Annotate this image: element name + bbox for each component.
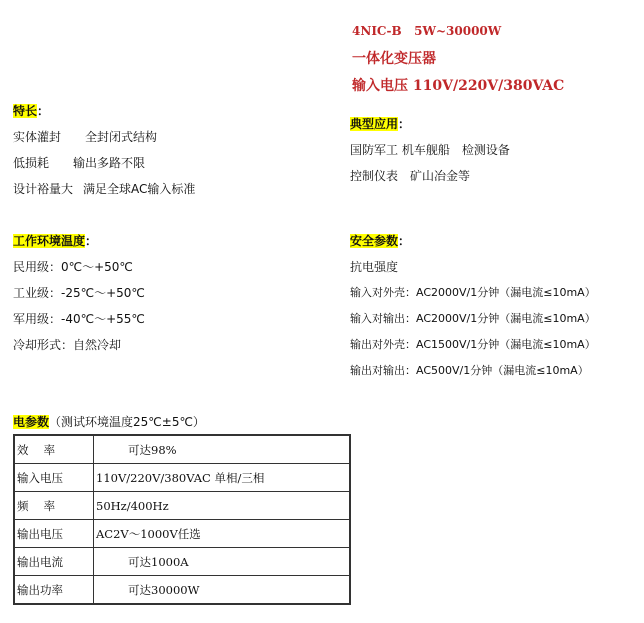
safety-line: 输出对外壳：AC1500V/1分钟（漏电流≤10mA） xyxy=(350,338,596,351)
table-row xyxy=(14,435,350,464)
safety-heading-text: 安全参数 xyxy=(350,234,399,248)
environment-line: 民用级：0℃～+50℃ xyxy=(13,260,133,274)
table-row xyxy=(14,576,350,605)
features-colon: ： xyxy=(37,104,50,118)
applications-colon: ： xyxy=(398,117,411,131)
table-value: 可达30000W xyxy=(94,576,351,605)
table-value: 110V/220V/380VAC 单相/三相 xyxy=(94,464,351,492)
safety-colon: ： xyxy=(398,234,411,248)
environment-line: 冷却形式：自然冷却 xyxy=(13,338,122,352)
electrical-heading xyxy=(13,413,205,430)
table-value: 可达98% xyxy=(94,435,351,464)
table-key: 输出电流 xyxy=(14,548,94,576)
product-model xyxy=(352,24,501,38)
safety-line: 输出对输出：AC500V/1分钟（漏电流≤10mA） xyxy=(350,364,589,377)
feature-line-3 xyxy=(13,180,195,197)
table-key: 输出功率 xyxy=(14,576,94,605)
feature-text: 低损耗 xyxy=(13,156,50,170)
safety-line: 抗电强度 xyxy=(350,260,399,274)
applications-heading xyxy=(350,115,410,132)
applications-heading-text: 典型应用 xyxy=(350,117,399,131)
feature-text: 全封闭式结构 xyxy=(85,130,158,144)
environment-line: 工业级：-25℃～+50℃ xyxy=(13,286,145,300)
features-heading-text: 特长 xyxy=(13,104,38,118)
application-line-1 xyxy=(350,141,510,158)
application-text: 矿山冶金等 xyxy=(410,169,471,183)
features-heading xyxy=(13,102,49,119)
table-row xyxy=(14,548,350,576)
feature-line-2 xyxy=(13,154,145,171)
table-value: 50Hz/400Hz xyxy=(94,492,351,520)
product-name: 一体化变压器 xyxy=(352,51,436,67)
feature-text: 满足全球AC输入标准 xyxy=(83,182,196,196)
environment-heading xyxy=(13,232,97,249)
electrical-parameters-table xyxy=(13,434,351,605)
input-voltage-label: 输入电压 xyxy=(352,78,408,94)
application-text: 控制仪表 xyxy=(350,169,399,183)
input-voltage-title xyxy=(352,75,564,95)
safety-line: 输入对外壳：AC2000V/1分钟（漏电流≤10mA） xyxy=(350,286,596,299)
model-number: 4NIC-B xyxy=(352,24,402,38)
table-key: 输入电压 xyxy=(14,464,94,492)
feature-line-1 xyxy=(13,128,157,145)
table-key: 输出电压 xyxy=(14,520,94,548)
application-text: 检测设备 xyxy=(461,143,510,157)
safety-heading xyxy=(350,232,410,249)
table-row xyxy=(14,464,350,492)
environment-heading-text: 工作环境温度 xyxy=(13,234,86,248)
power-range: 5W~30000W xyxy=(414,24,502,38)
table-value: 可达1000A xyxy=(94,548,351,576)
application-text: 国防军工 机车舰船 xyxy=(350,143,450,157)
safety-line: 输入对输出：AC2000V/1分钟（漏电流≤10mA） xyxy=(350,312,596,325)
electrical-note: （测试环境温度25℃±5℃） xyxy=(49,415,205,429)
environment-line: 军用级：-40℃～+55℃ xyxy=(13,312,145,326)
application-line-2 xyxy=(350,167,470,184)
table-key: 频 率 xyxy=(14,492,94,520)
table-key: 效 率 xyxy=(14,435,94,464)
feature-text: 实体灌封 xyxy=(13,130,62,144)
environment-colon: ： xyxy=(85,234,98,248)
feature-text: 设计裕量大 xyxy=(13,182,74,196)
input-voltage-value: 110V/220V/380VAC xyxy=(412,78,565,94)
electrical-heading-text: 电参数 xyxy=(13,415,50,429)
table-row xyxy=(14,520,350,548)
feature-text: 输出多路不限 xyxy=(73,156,146,170)
table-value: AC2V～1000V任选 xyxy=(94,520,351,548)
table-row xyxy=(14,492,350,520)
